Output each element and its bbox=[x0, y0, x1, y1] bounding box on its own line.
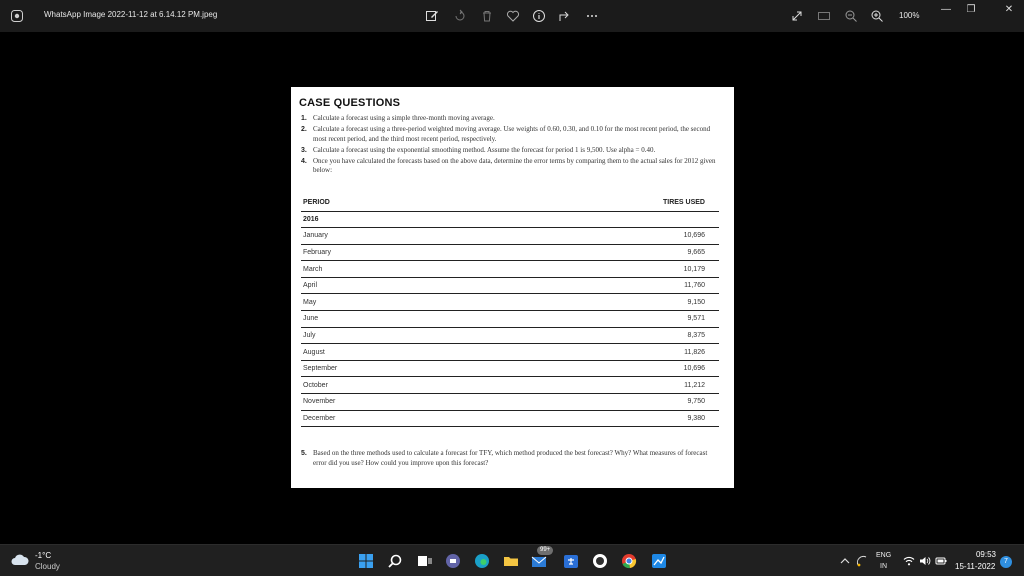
table-header-row bbox=[301, 195, 719, 211]
search-icon[interactable] bbox=[387, 553, 403, 569]
weather-condition[interactable]: Cloudy bbox=[35, 562, 60, 571]
photos-taskbar-icon[interactable] bbox=[651, 553, 667, 569]
zoom-level[interactable]: 100% bbox=[899, 11, 920, 20]
table-row: April 11,760 bbox=[301, 277, 719, 294]
share-icon[interactable] bbox=[558, 9, 572, 23]
zoom-in-icon[interactable] bbox=[870, 9, 884, 23]
question-list bbox=[301, 114, 721, 177]
wifi-icon[interactable] bbox=[903, 555, 915, 567]
slideshow-icon[interactable] bbox=[817, 9, 831, 23]
question-item: 1. Calculate a forecast using a simple three-month moving average. bbox=[301, 114, 495, 122]
table-row: February 9,665 bbox=[301, 244, 719, 261]
question-item: 3. Calculate a forecast using the exponential smoothing method. Assume the forecast for period 1 is 9,500. Use alpha = 0.40. bbox=[301, 145, 656, 154]
taskbar bbox=[0, 544, 1024, 576]
document-image bbox=[291, 87, 734, 488]
language-indicator[interactable]: ENG bbox=[876, 552, 892, 559]
volume-icon[interactable] bbox=[919, 555, 931, 567]
task-view-icon[interactable] bbox=[417, 553, 433, 569]
table-row: November 9,750 bbox=[301, 394, 719, 411]
table-row: March 10,179 bbox=[301, 261, 719, 278]
tires-table bbox=[301, 195, 719, 427]
question-item: 2. Calculate a forecast using a three-period weighted moving average. Use weights of 0.60, 0.30, and 0.10 for the most recent period, the second most recent period, and the third most recent period, respectively. bbox=[301, 125, 711, 143]
start-icon[interactable] bbox=[358, 553, 374, 569]
edit-icon[interactable] bbox=[425, 9, 439, 23]
info-icon[interactable] bbox=[532, 9, 546, 23]
cloud-icon[interactable] bbox=[10, 553, 30, 567]
table-row: September 10,696 bbox=[301, 360, 719, 377]
favorite-icon[interactable] bbox=[506, 9, 520, 23]
rotate-icon[interactable] bbox=[453, 9, 467, 23]
network-status-icon[interactable] bbox=[856, 555, 868, 567]
restore-button[interactable]: ❐ bbox=[966, 4, 976, 15]
file-explorer-icon[interactable] bbox=[503, 553, 519, 569]
close-button[interactable]: ✕ bbox=[1004, 4, 1014, 15]
case-title: CASE QUESTIONS bbox=[299, 97, 401, 109]
tires-used-header: TIRES USED bbox=[467, 195, 719, 211]
table-row: October 11,212 bbox=[301, 377, 719, 394]
teams-chat-icon[interactable] bbox=[445, 553, 461, 569]
table-row: May 9,150 bbox=[301, 294, 719, 311]
fullscreen-icon[interactable] bbox=[790, 9, 804, 23]
keyboard-layout-indicator[interactable]: IN bbox=[880, 563, 887, 570]
image-viewer bbox=[0, 32, 1024, 544]
more-icon[interactable] bbox=[585, 9, 599, 23]
store-icon[interactable] bbox=[563, 553, 579, 569]
chrome-icon[interactable] bbox=[621, 553, 637, 569]
table-row: December 9,380 bbox=[301, 410, 719, 427]
minimize-button[interactable]: — bbox=[941, 4, 951, 15]
table-row-year: 2016 bbox=[301, 211, 719, 228]
notification-badge[interactable]: 7 bbox=[1000, 556, 1012, 568]
obs-icon[interactable] bbox=[592, 553, 608, 569]
table-row: July 8,375 bbox=[301, 327, 719, 344]
question-5: 5. Based on the three methods used to calculate a forecast for TFY, which method produced the best forecast? Why? What measures of forecast error did you use? How could you improve upon this forecast? bbox=[301, 449, 708, 467]
clock-time[interactable]: 09:53 bbox=[975, 550, 996, 559]
mail-badge: 99+ bbox=[537, 546, 553, 555]
chevron-up-icon[interactable] bbox=[840, 556, 850, 566]
clock-date[interactable]: 15-11-2022 bbox=[955, 562, 996, 571]
window-title: WhatsApp Image 2022-11-12 at 6.14.12 PM.jpeg bbox=[44, 10, 218, 19]
table-row: June 9,571 bbox=[301, 311, 719, 328]
weather-temperature[interactable]: -1°C bbox=[35, 551, 52, 560]
table-row: January 10,696 bbox=[301, 228, 719, 245]
zoom-out-icon[interactable] bbox=[844, 9, 858, 23]
period-header: PERIOD bbox=[301, 195, 467, 211]
delete-icon[interactable] bbox=[480, 9, 494, 23]
title-bar bbox=[0, 0, 1024, 32]
mail-icon[interactable] bbox=[531, 553, 547, 569]
edge-icon[interactable] bbox=[474, 553, 490, 569]
photos-app-icon bbox=[11, 10, 23, 22]
question-item: 4. Once you have calculated the forecasts based on the above data, determine the error terms by comparing them to the actual sales for 2012 given below: bbox=[301, 156, 716, 174]
battery-icon[interactable] bbox=[935, 555, 947, 567]
table-row: August 11,826 bbox=[301, 344, 719, 361]
